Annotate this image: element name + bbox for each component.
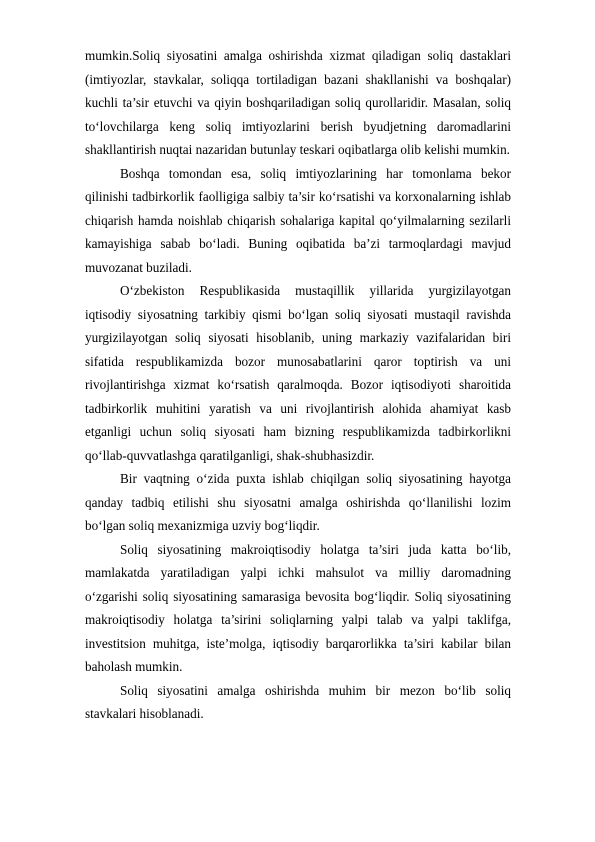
paragraph-3: O‘zbekiston Respublikasida mustaqillik yillarida yurgizilayotgan iqtisodiy siyosatning tarkibiy qismi bo‘lgan soliq siyosati mustaqil ravishda yurgizilayotgan soliq siyosati hisoblanib, uning markaziy vazifalaridan biri sifatida respublikamizda bozor munosabatlarini qaror toptirish va uni rivojlantirishga xizmat ko‘rsatish qaralmoqda. Bozor iqtisodiyoti sharoitida tadbirkorlik muhitini yaratish va uni rivojlantirish alohida ahamiyat kasb etganligi uchun soliq siyosati ham bizning respublikamizda tadbirkorlikni qo‘llab-quvvatlashga qaratilganligi, shak-shubhasizdir.: [85, 283, 511, 463]
document-page: [85, 44, 511, 726]
paragraph-5: Soliq siyosatining makroiqtisodiy holatga ta’siri juda katta bo‘lib, mamlakatda yaratiladigan yalpi ichki mahsulot va milliy daromadning o‘zgarishi soliq siyosatining samarasiga bevosita bog‘liqdir. Soliq siyosatining makroiqtisodiy holatga ta’sirini soliqlarning yalpi talab va yalpi taklifga, investitsion muhitga, iste’molga, iqtisodiy barqarorlikka ta’siri kabilar bilan baholash mumkin.: [85, 541, 511, 674]
paragraph-1: mumkin.Soliq siyosatini amalga oshirishda xizmat qiladigan soliq dastaklari (imtiyozlar, stavkalar, soliqqa tortiladigan bazani shakllanishi va boshqalar) kuchli ta’sir etuvchi va qiyin boshqariladigan soliq qurollaridir. Masalan, soliq to‘lovchilarga keng soliq imtiyozlarini berish byudjetning daromadlarini shakllantirish nuqtai nazaridan butunlay teskari oqibatlarga olib kelishi mumkin.: [85, 48, 511, 157]
paragraph-4: Bir vaqtning o‘zida puxta ishlab chiqilgan soliq siyosatining hayotga qanday tadbiq etilishi shu siyosatni amalga oshirishda qo‘llanilishi lozim bo‘lgan soliq mexanizmiga uzviy bog‘liqdir.: [85, 471, 511, 533]
paragraph-6: Soliq siyosatini amalga oshirishda muhim bir mezon bo‘lib soliq stavkalari hisoblanadi.: [85, 682, 511, 721]
paragraph-2: Boshqa tomondan esa, soliq imtiyozlarining har tomonlama bekor qilinishi tadbirkorlik faolligiga salbiy ta’sir ko‘rsatishi va korxonalarning ishlab chiqarish hamda noishlab chiqarish sohalariga kapital qo‘yilmalarning sezilarli kamayishiga sabab bo‘ladi. Buning oqibatida ba’zi tarmoqlardagi mavjud muvozanat buziladi.: [85, 165, 511, 275]
